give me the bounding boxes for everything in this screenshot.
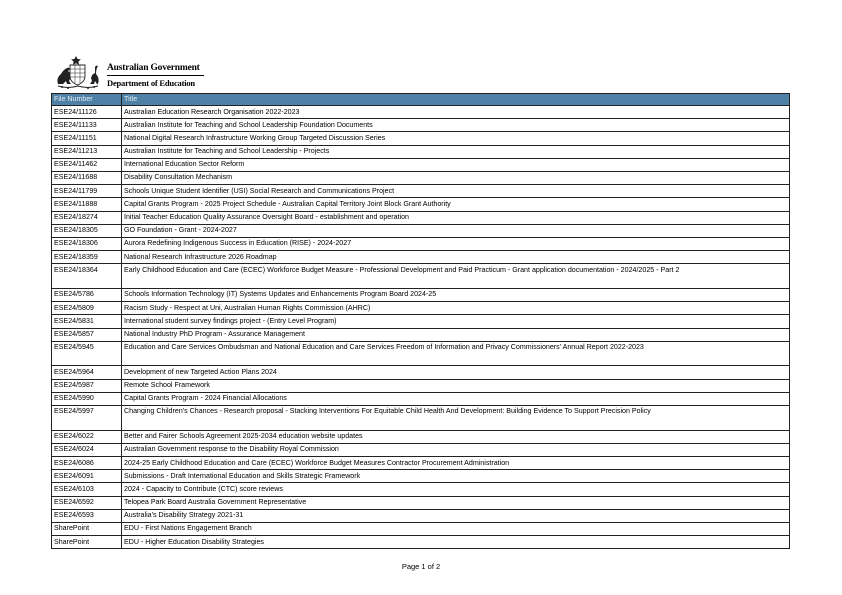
table-row: [52, 457, 790, 470]
table-row: [52, 392, 790, 405]
file-number-cell: ESE24/11133: [52, 119, 122, 132]
title-cell: International Education Sector Reform: [122, 158, 790, 171]
table-row: [52, 366, 790, 379]
file-number-cell: ESE24/11688: [52, 171, 122, 184]
table-row: [52, 171, 790, 184]
page-number: Page 1 of 2: [401, 562, 441, 571]
org-name-line1: Australian Government: [107, 63, 200, 73]
file-register-table: [51, 93, 790, 549]
file-number-cell: ESE24/5831: [52, 315, 122, 328]
file-number-cell: ESE24/18359: [52, 251, 122, 264]
title-cell: Capital Grants Program - 2025 Project Schedule - Australian Capital Territory Joint Block Grant Authority: [122, 198, 790, 211]
table-row: [52, 145, 790, 158]
table-row: [52, 379, 790, 392]
title-cell: EDU - First Nations Engagement Branch: [122, 522, 790, 535]
table-row: [52, 341, 790, 366]
table-row: [52, 328, 790, 341]
table-row: [52, 496, 790, 509]
file-number-cell: ESE24/5964: [52, 366, 122, 379]
coat-of-arms-icon: [52, 54, 104, 90]
government-logo: [52, 54, 212, 90]
title-cell: Better and Fairer Schools Agreement 2025-2034 education website updates: [122, 430, 790, 443]
file-number-cell: ESE24/11799: [52, 185, 122, 198]
file-number-cell: ESE24/11151: [52, 132, 122, 145]
file-number-cell: ESE24/6592: [52, 496, 122, 509]
org-name-line2: Department of Education: [107, 78, 195, 88]
title-cell: National Industry PhD Program - Assurance Management: [122, 328, 790, 341]
file-number-cell: ESE24/6593: [52, 509, 122, 522]
title-cell: Australian Education Research Organisation 2022-2023: [122, 106, 790, 119]
title-cell: Australian Institute for Teaching and School Leadership Foundation Documents: [122, 119, 790, 132]
table-header-row: [52, 94, 790, 106]
title-cell: Development of new Targeted Action Plans 2024: [122, 366, 790, 379]
title-cell: EDU - Higher Education Disability Strategies: [122, 536, 790, 549]
file-number-cell: ESE24/11888: [52, 198, 122, 211]
file-number-cell: ESE24/6091: [52, 470, 122, 483]
title-cell: Australia's Disability Strategy 2021-31: [122, 509, 790, 522]
table-row: [52, 288, 790, 301]
file-number-cell: ESE24/5987: [52, 379, 122, 392]
file-number-cell: SharePoint: [52, 536, 122, 549]
file-number-cell: ESE24/5857: [52, 328, 122, 341]
table-row: [52, 302, 790, 315]
table-row: [52, 509, 790, 522]
title-cell: Australian Institute for Teaching and School Leadership - Projects: [122, 145, 790, 158]
file-number-cell: ESE24/18364: [52, 264, 122, 289]
title-cell: International student survey findings project - (Entry Level Program): [122, 315, 790, 328]
table-row: [52, 430, 790, 443]
file-number-cell: ESE24/6086: [52, 457, 122, 470]
file-number-cell: ESE24/5945: [52, 341, 122, 366]
table-row: [52, 264, 790, 289]
table-row: [52, 158, 790, 171]
file-number-cell: SharePoint: [52, 522, 122, 535]
title-cell: Remote School Framework: [122, 379, 790, 392]
table-row: [52, 237, 790, 250]
file-number-cell: ESE24/11462: [52, 158, 122, 171]
title-cell: Aurora Redefining Indigenous Success in Education (RISE) - 2024-2027: [122, 237, 790, 250]
table-row: [52, 198, 790, 211]
table-row: [52, 443, 790, 456]
title-cell: Early Childhood Education and Care (ECEC) Workforce Budget Measure - Professional Development and Paid Practicum - Grant application documentation - 2024/2025 - Part 2: [122, 264, 790, 289]
title-cell: Disability Consultation Mechanism: [122, 171, 790, 184]
title-cell: Changing Children's Chances - Research proposal - Stacking Interventions For Equitable Child Health And Development: Building Evidence To Support Precision Policy: [122, 405, 790, 430]
title-cell: Racism Study - Respect at Uni, Australian Human Rights Commission (AHRC): [122, 302, 790, 315]
file-number-cell: ESE24/6022: [52, 430, 122, 443]
file-number-cell: ESE24/18274: [52, 211, 122, 224]
file-number-cell: ESE24/18305: [52, 224, 122, 237]
table-row: [52, 315, 790, 328]
title-cell: 2024 - Capacity to Contribute (CTC) score reviews: [122, 483, 790, 496]
file-number-cell: ESE24/5809: [52, 302, 122, 315]
title-cell: National Research Infrastructure 2026 Roadmap: [122, 251, 790, 264]
title-cell: National Digital Research Infrastructure Working Group Targeted Discussion Series: [122, 132, 790, 145]
file-number-cell: ESE24/6024: [52, 443, 122, 456]
file-number-cell: ESE24/6103: [52, 483, 122, 496]
table-row: [52, 536, 790, 549]
title-cell: GO Foundation - Grant - 2024-2027: [122, 224, 790, 237]
title-cell: Submissions - Draft International Education and Skills Strategic Framework: [122, 470, 790, 483]
title-cell: 2024-25 Early Childhood Education and Care (ECEC) Workforce Budget Measures Contractor Procurement Administration: [122, 457, 790, 470]
table-row: [52, 185, 790, 198]
file-number-cell: ESE24/5997: [52, 405, 122, 430]
title-cell: Telopea Park Board Australia Government Representative: [122, 496, 790, 509]
file-number-cell: ESE24/5786: [52, 288, 122, 301]
file-number-cell: ESE24/11213: [52, 145, 122, 158]
table-body: [52, 106, 790, 549]
table-row: [52, 522, 790, 535]
table-row: [52, 470, 790, 483]
table-row: [52, 483, 790, 496]
file-number-cell: ESE24/11126: [52, 106, 122, 119]
title-cell: Capital Grants Program - 2024 Financial Allocations: [122, 392, 790, 405]
title-cell: Australian Government response to the Disability Royal Commission: [122, 443, 790, 456]
title-cell: Schools Unique Student Identifier (USI) Social Research and Communications Project: [122, 185, 790, 198]
title-cell: Schools Information Technology (IT) Systems Updates and Enhancements Program Board 2024-25: [122, 288, 790, 301]
title-cell: Initial Teacher Education Quality Assurance Oversight Board - establishment and operation: [122, 211, 790, 224]
table-row: [52, 405, 790, 430]
table-row: [52, 251, 790, 264]
table-row: [52, 106, 790, 119]
table-row: [52, 224, 790, 237]
table-row: [52, 119, 790, 132]
title-cell: Education and Care Services Ombudsman and National Education and Care Services Freedom of Information and Privacy Commissioners' Annual Report 2022-2023: [122, 341, 790, 366]
column-header-title: Title: [122, 94, 790, 106]
logo-divider: [107, 75, 204, 76]
file-number-cell: ESE24/5990: [52, 392, 122, 405]
file-number-cell: ESE24/18306: [52, 237, 122, 250]
table-row: [52, 132, 790, 145]
column-header-file-number: File Number: [52, 94, 122, 106]
table-row: [52, 211, 790, 224]
